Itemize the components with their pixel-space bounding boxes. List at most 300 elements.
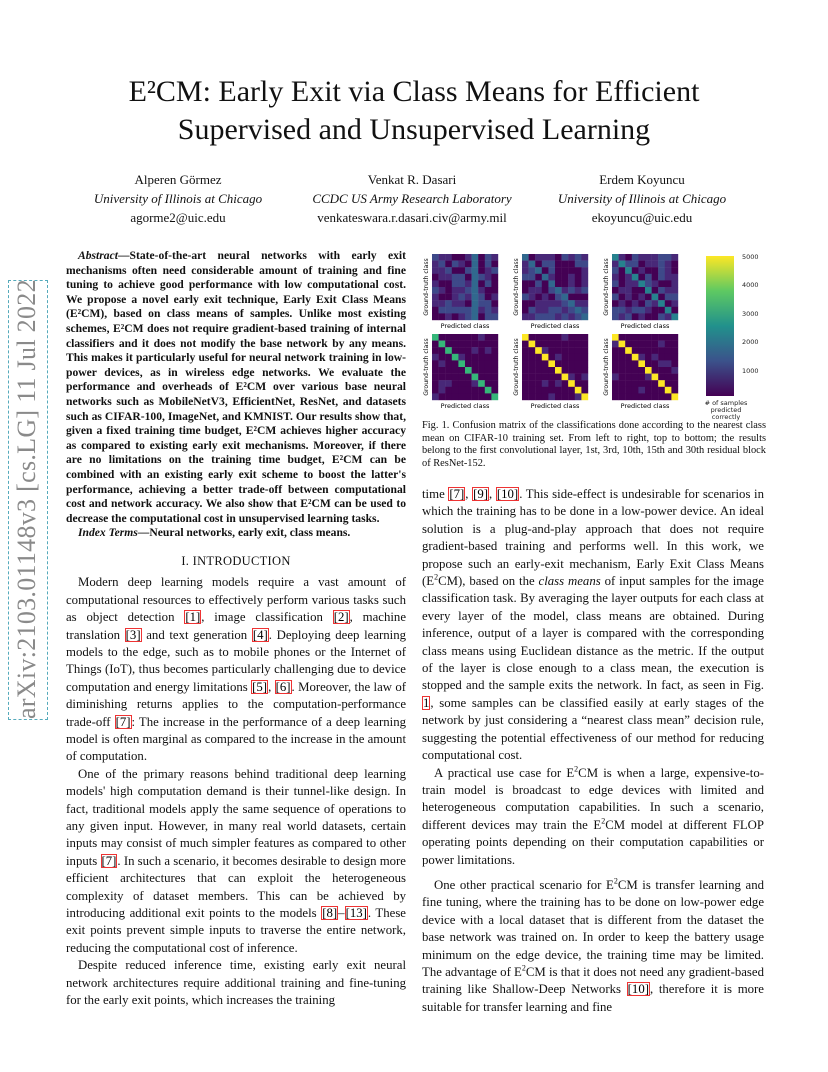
heatmap-cell	[632, 380, 639, 387]
heatmap-cell	[452, 274, 459, 281]
heatmap-cell	[612, 380, 619, 387]
heatmap-cell	[619, 341, 626, 348]
heatmap-cell	[652, 393, 659, 400]
author-block-2	[292, 170, 532, 227]
citation-link[interactable]: [10]	[496, 487, 519, 501]
heatmap-cell	[575, 393, 582, 400]
heatmap-cell	[548, 287, 555, 294]
heatmap-cell	[548, 274, 555, 281]
heatmap-cell	[485, 354, 492, 361]
heatmap-cell	[522, 347, 529, 354]
intro-paragraph-3: Despite reduced inference time, existing early exit neural network architectures require additional training and fine-tuning for the early exit points, which increases the training	[66, 958, 406, 1008]
citation-link[interactable]: [8]	[322, 906, 338, 920]
heatmap-cell	[458, 380, 465, 387]
heatmap-cell	[665, 341, 672, 348]
heatmap-cell	[465, 387, 472, 394]
citation-link[interactable]: [7]	[115, 714, 131, 729]
heatmap-cell	[478, 254, 485, 261]
heatmap-cell	[581, 261, 588, 268]
heatmap-cell	[542, 294, 549, 301]
heatmap-cell	[439, 313, 446, 320]
heatmap-cell	[548, 280, 555, 287]
heatmap-cell	[652, 274, 659, 281]
heatmap-cell	[542, 307, 549, 314]
heatmap-cell	[445, 313, 452, 320]
heatmap-cell	[465, 294, 472, 301]
heatmap-cell	[658, 334, 665, 341]
citation-link[interactable]: [9]	[473, 487, 489, 501]
heatmap-cell	[522, 341, 529, 348]
heatmap-cell	[638, 334, 645, 341]
abstract-text: State-of-the-art neural networks with early exit mechanisms often need considerable amount of training and fine tuning to achieve good performance with low computational cost. We propose a novel early exit technique, Early Exit Class Means (E²CM), based on class means of samples. Unlike most existing schemes, E²CM does not require gradient-based training of internal classifiers and it does not modify the base network by any means. This makes it particularly useful for neural network training in low-power devices, as in wireless edge networks. We evaluate the performance and overheads of E²CM over various base neural networks such as MobileNetV3, EfficientNet, ResNet, and datasets such as CIFAR-100, ImageNet, and KMNIST. Our results show that, given a fixed training time budget, E²CM achieves higher accuracy as compared to existing early exit mechanisms. Moreover, if there are no limitations on the training time budget, E²CM can be combined with an existing early exit scheme to boost the latter's performance, achieving a better trade-off between computational cost and network accuracy. We also show that E²CM can be used to decrease the computational cost in unsupervised learning tasks.	[66, 249, 406, 525]
citation-link[interactable]: [2]	[333, 610, 349, 625]
heatmap-cell	[625, 313, 632, 320]
heatmap-cell	[619, 334, 626, 341]
heatmap-xlabel: Predicted class	[440, 322, 490, 330]
heatmap-cell	[612, 261, 619, 268]
heatmap-cell	[491, 274, 498, 281]
heatmap-cell	[665, 380, 672, 387]
heatmap-cell	[458, 360, 465, 367]
heatmap-cell	[625, 387, 632, 394]
heatmap-cell	[445, 347, 452, 354]
heatmap-cell	[671, 367, 678, 374]
heatmap-cell	[452, 294, 459, 301]
heatmap-cell	[612, 300, 619, 307]
heatmap-cell	[522, 367, 529, 374]
heatmap-cell	[491, 374, 498, 381]
heatmap-cell	[568, 393, 575, 400]
heatmap-cell	[445, 280, 452, 287]
heatmap-cell	[529, 267, 536, 274]
heatmap-cell	[671, 380, 678, 387]
heatmap-cell	[485, 347, 492, 354]
heatmap-cell	[542, 313, 549, 320]
citation-link[interactable]: [7]	[101, 853, 117, 868]
heatmap-cell	[581, 267, 588, 274]
heatmap-cell	[625, 294, 632, 301]
heatmap-cell	[568, 380, 575, 387]
heatmap-cell	[625, 380, 632, 387]
heatmap-cell	[452, 254, 459, 261]
heatmap-cell	[542, 354, 549, 361]
title-line-1: E²CM: Early Exit via Class Means for Efficient	[128, 75, 700, 108]
heatmap-cell	[658, 287, 665, 294]
heatmap-cell	[612, 393, 619, 400]
heatmap-cell	[562, 307, 569, 314]
heatmap-cell	[542, 374, 549, 381]
heatmap-cell	[535, 287, 542, 294]
heatmap-cell	[568, 261, 575, 268]
heatmap-cell	[445, 367, 452, 374]
heatmap-cell	[548, 374, 555, 381]
heatmap-cell	[439, 367, 446, 374]
heatmap-cell	[535, 261, 542, 268]
heatmap-cell	[568, 287, 575, 294]
heatmap-cell	[575, 374, 582, 381]
heatmap-cell	[658, 360, 665, 367]
heatmap-cell	[529, 300, 536, 307]
heatmap-cell	[612, 341, 619, 348]
heatmap-cell	[491, 267, 498, 274]
heatmap-cell	[619, 307, 626, 314]
heatmap-cell	[658, 307, 665, 314]
citation-link[interactable]: [7]	[449, 487, 465, 501]
title-line-2: Supervised and Unsupervised Learning	[177, 113, 651, 146]
heatmap-cell	[619, 387, 626, 394]
heatmap-cell	[542, 380, 549, 387]
heatmap-cell	[632, 254, 639, 261]
heatmap-cell	[638, 307, 645, 314]
heatmap-cell	[491, 261, 498, 268]
heatmap-cell	[658, 274, 665, 281]
heatmap-cell	[478, 294, 485, 301]
heatmap-cell	[529, 374, 536, 381]
heatmap-cell	[671, 360, 678, 367]
heatmap-cell	[452, 387, 459, 394]
heatmap-cell	[581, 334, 588, 341]
heatmap-cell	[581, 360, 588, 367]
heatmap-cell	[625, 393, 632, 400]
heatmap-cell	[485, 261, 492, 268]
heatmap-cell	[555, 360, 562, 367]
heatmap-cell	[658, 294, 665, 301]
heatmap-cell	[652, 367, 659, 374]
index-terms	[66, 526, 406, 541]
author-affiliation: University of Illinois at Chicago	[93, 191, 263, 206]
heatmap-cell	[581, 280, 588, 287]
citation-link[interactable]: [13]	[345, 906, 367, 920]
heatmap-cell	[555, 347, 562, 354]
heatmap-cell	[619, 354, 626, 361]
heatmap-cell	[645, 341, 652, 348]
heatmap-cell	[478, 380, 485, 387]
heatmap-cell	[619, 380, 626, 387]
heatmap-cell	[465, 393, 472, 400]
heatmap-cell	[535, 341, 542, 348]
heatmap-cell	[485, 387, 492, 394]
heatmap-cell	[625, 354, 632, 361]
heatmap-cell	[485, 287, 492, 294]
heatmap-cell	[529, 360, 536, 367]
heatmap-cell	[535, 380, 542, 387]
heatmap-cell	[542, 393, 549, 400]
colorbar-tick: 3000	[742, 310, 759, 318]
heatmap-cell	[638, 254, 645, 261]
heatmap-cell	[555, 274, 562, 281]
heatmap-cell	[445, 307, 452, 314]
citation-link[interactable]: [5]	[252, 679, 268, 694]
heatmap-cell	[625, 367, 632, 374]
heatmap-cell	[581, 313, 588, 320]
heatmap-cell	[478, 261, 485, 268]
heatmap-cell	[548, 334, 555, 341]
heatmap-cell	[612, 294, 619, 301]
figure-link[interactable]: 1	[423, 695, 430, 710]
heatmap-cell	[632, 274, 639, 281]
heatmap-cell	[478, 387, 485, 394]
heatmap-cell	[555, 341, 562, 348]
heatmap-cell	[458, 374, 465, 381]
heatmap-cell	[465, 374, 472, 381]
heatmap-cell	[522, 334, 529, 341]
heatmap-cell	[632, 307, 639, 314]
heatmap-cell	[535, 300, 542, 307]
heatmap-cell	[638, 313, 645, 320]
heatmap-cell	[625, 300, 632, 307]
heatmap-cell	[638, 380, 645, 387]
heatmap-cell	[452, 280, 459, 287]
heatmap-cell	[575, 254, 582, 261]
heatmap-cell	[652, 341, 659, 348]
heatmap-cell	[581, 393, 588, 400]
heatmap-cell	[581, 374, 588, 381]
heatmap-cell	[632, 367, 639, 374]
heatmap-cell	[548, 313, 555, 320]
heatmap-cell	[638, 393, 645, 400]
heatmap-cell	[568, 267, 575, 274]
heatmap-cell	[439, 267, 446, 274]
heatmap-cell	[652, 307, 659, 314]
heatmap-cell	[452, 300, 459, 307]
heatmap-cell	[555, 387, 562, 394]
heatmap-cell	[625, 334, 632, 341]
heatmap-cell	[522, 307, 529, 314]
heatmap-cell	[581, 274, 588, 281]
heatmap-cell	[535, 274, 542, 281]
heatmap-cell	[581, 367, 588, 374]
heatmap-xlabel: Predicted class	[440, 402, 490, 410]
heatmap-cell	[445, 300, 452, 307]
heatmap-cell	[632, 360, 639, 367]
heatmap-cell	[478, 354, 485, 361]
heatmap-cell	[452, 367, 459, 374]
heatmap-cell	[548, 387, 555, 394]
heatmap-cell	[535, 267, 542, 274]
heatmap-cell	[612, 387, 619, 394]
heatmap-cell	[522, 261, 529, 268]
heatmap-cell	[445, 294, 452, 301]
heatmap-cell	[465, 341, 472, 348]
heatmap-cell	[478, 307, 485, 314]
heatmap-cell	[645, 354, 652, 361]
heatmap-cell	[439, 334, 446, 341]
heatmap-cell	[472, 347, 479, 354]
heatmap-cell	[568, 300, 575, 307]
heatmap-cell	[478, 300, 485, 307]
heatmap-cell	[562, 261, 569, 268]
heatmap-cell	[465, 261, 472, 268]
heatmap-cell	[529, 274, 536, 281]
right-paragraph-1: time [7], [9], [10]. This side-effect is undesirable for scenarios in which the training has to be done in a low-power device. An ideal solution is a plug-and-play approach that does not require gradient-based training and performs well. In this work, we propose such an early-exit mechanism, Early Exit Class Means $(E^2CM)$, based on the class means of input samples for the image classification task. By averaging the layer outputs for each class at every layer of the model, class means are obtained. During inference, output of a layer is compared with the corresponding class means using Euclidean distance as the metric. If the output of the layer is close enough to a class mean, the execution is stopped and the sample exits the network. In fact, as seen in Fig. 1, some samples can be classified easily at early stages of the network by just considering a “nearest class mean” decision rule, suggesting the potential effectiveness of our method for reducing computational cost.	[422, 487, 765, 763]
heatmap-cell	[632, 280, 639, 287]
heatmap-cell	[632, 261, 639, 268]
heatmap-cell	[432, 261, 439, 268]
heatmap-cell	[665, 287, 672, 294]
heatmap-cell	[491, 307, 498, 314]
heatmap-cell	[568, 254, 575, 261]
heatmap-cell	[485, 300, 492, 307]
heatmap-cell	[652, 313, 659, 320]
heatmap-cell	[445, 380, 452, 387]
heatmap-cell	[485, 267, 492, 274]
heatmap-cell	[562, 374, 569, 381]
heatmap-cell	[568, 347, 575, 354]
heatmap-cell	[619, 267, 626, 274]
heatmap-cell	[562, 341, 569, 348]
heatmap-cell	[522, 254, 529, 261]
heatmap-cell	[645, 313, 652, 320]
heatmap-cell	[542, 387, 549, 394]
heatmap-cell	[632, 300, 639, 307]
left-column	[66, 249, 406, 1009]
heatmap-cell	[625, 274, 632, 281]
heatmap-cell	[645, 380, 652, 387]
right-paragraph-3: One other practical scenario for $E^2CM$ is transfer learning and fine tuning, where the training has to be done on low-power edge device with a local dataset that is different from the dataset the base network was trained on. In order to keep the battery usage minimum on the edge device, the training time may be limited. The advantage of $E^2CM$ is that it does not need any gradient-based training like Shallow-Deep Networks [10], therefore it is more suitable for transfer learning and fine	[422, 876, 764, 1014]
heatmap-cell	[439, 287, 446, 294]
heatmap-cell	[575, 347, 582, 354]
heatmap-cell	[625, 261, 632, 268]
heatmap-cell	[535, 374, 542, 381]
heatmap-cell	[452, 334, 459, 341]
heatmap-cell	[671, 267, 678, 274]
heatmap-cell	[671, 347, 678, 354]
heatmap-cell	[575, 313, 582, 320]
heatmap-cell	[548, 393, 555, 400]
heatmap-cell	[432, 341, 439, 348]
heatmap-cell	[619, 261, 626, 268]
citation-link[interactable]: [1]	[185, 610, 201, 625]
heatmap-cell	[472, 360, 479, 367]
heatmap-cell	[638, 294, 645, 301]
heatmap-cell	[472, 294, 479, 301]
heatmap-cell	[522, 287, 529, 294]
heatmap-cell	[612, 374, 619, 381]
heatmap-cell	[522, 267, 529, 274]
heatmap-cell	[658, 387, 665, 394]
heatmap-cell	[619, 280, 626, 287]
heatmap-cell	[465, 287, 472, 294]
heatmap-cell	[535, 334, 542, 341]
heatmap-cell	[581, 354, 588, 361]
heatmap-cell	[638, 341, 645, 348]
citation-link[interactable]: [6]	[275, 679, 291, 694]
heatmap-cell	[542, 274, 549, 281]
heatmap-cell	[632, 387, 639, 394]
heatmap-cell	[652, 267, 659, 274]
heatmap-cell	[555, 294, 562, 301]
heatmap-cell	[458, 387, 465, 394]
heatmap-cell	[632, 313, 639, 320]
heatmap-cell	[485, 380, 492, 387]
heatmap-cell	[638, 367, 645, 374]
heatmap-cell	[632, 341, 639, 348]
heatmap-cell	[645, 334, 652, 341]
heatmap-cell	[432, 367, 439, 374]
heatmap-cell	[542, 334, 549, 341]
heatmap-cell	[542, 300, 549, 307]
citation-link[interactable]: [4]	[252, 627, 268, 642]
heatmap-cell	[625, 341, 632, 348]
colorbar-label: # of samples predicted correctly	[704, 399, 748, 421]
heatmap-cell	[562, 287, 569, 294]
heatmap-cell	[562, 380, 569, 387]
heatmap-cell	[445, 354, 452, 361]
heatmap-cell	[652, 261, 659, 268]
heatmap-cell	[445, 387, 452, 394]
heatmap-cell	[472, 387, 479, 394]
heatmap-cell	[432, 307, 439, 314]
heatmap-cell	[478, 334, 485, 341]
heatmap-cell	[652, 254, 659, 261]
heatmap-cell	[619, 274, 626, 281]
heatmap-cell	[529, 254, 536, 261]
heatmap-cell	[485, 294, 492, 301]
heatmap-cell	[478, 374, 485, 381]
heatmap-cell	[478, 367, 485, 374]
heatmap-cell	[458, 294, 465, 301]
heatmap-cell	[542, 267, 549, 274]
heatmap-cell	[491, 360, 498, 367]
heatmap-cell	[612, 367, 619, 374]
heatmap-cell	[658, 367, 665, 374]
heatmap-cell	[652, 280, 659, 287]
heatmap-cell	[458, 393, 465, 400]
heatmap-cell	[529, 334, 536, 341]
citation-link[interactable]: [10]	[627, 982, 649, 997]
heatmap-cell	[478, 360, 485, 367]
heatmap-cell	[535, 347, 542, 354]
heatmap-cell	[491, 294, 498, 301]
heatmap-cell	[529, 307, 536, 314]
heatmap-cell	[529, 341, 536, 348]
heatmap-cell	[458, 254, 465, 261]
heatmap-cell	[671, 287, 678, 294]
heatmap-cell	[548, 360, 555, 367]
heatmap-cell	[432, 387, 439, 394]
heatmap-cell	[665, 300, 672, 307]
heatmap-cell	[652, 360, 659, 367]
heatmap-cell	[619, 294, 626, 301]
heatmap-cell	[625, 360, 632, 367]
heatmap-cell	[529, 280, 536, 287]
heatmap-cell	[671, 254, 678, 261]
heatmap-cell	[619, 374, 626, 381]
heatmap-cell	[671, 313, 678, 320]
heatmap-cell	[432, 334, 439, 341]
heatmap-cell	[445, 360, 452, 367]
heatmap-cell	[555, 261, 562, 268]
heatmap-cell	[612, 287, 619, 294]
heatmap-cell	[562, 334, 569, 341]
heatmap-cell	[619, 300, 626, 307]
citation-link[interactable]: [3]	[125, 627, 141, 642]
heatmap-cell	[535, 354, 542, 361]
heatmap-cell	[465, 334, 472, 341]
abstract-lead: Abstract—	[78, 249, 130, 262]
heatmap-cell	[478, 347, 485, 354]
heatmap-cell	[472, 261, 479, 268]
heatmap-cell	[612, 280, 619, 287]
heatmap-cell	[638, 274, 645, 281]
heatmap-cell	[581, 254, 588, 261]
index-text: Neural networks, early exit, class means.	[149, 526, 351, 540]
heatmap-cell	[548, 380, 555, 387]
heatmap-cell	[465, 300, 472, 307]
author-block-1	[58, 170, 298, 227]
heatmap-cell	[645, 261, 652, 268]
heatmap-cell	[568, 341, 575, 348]
